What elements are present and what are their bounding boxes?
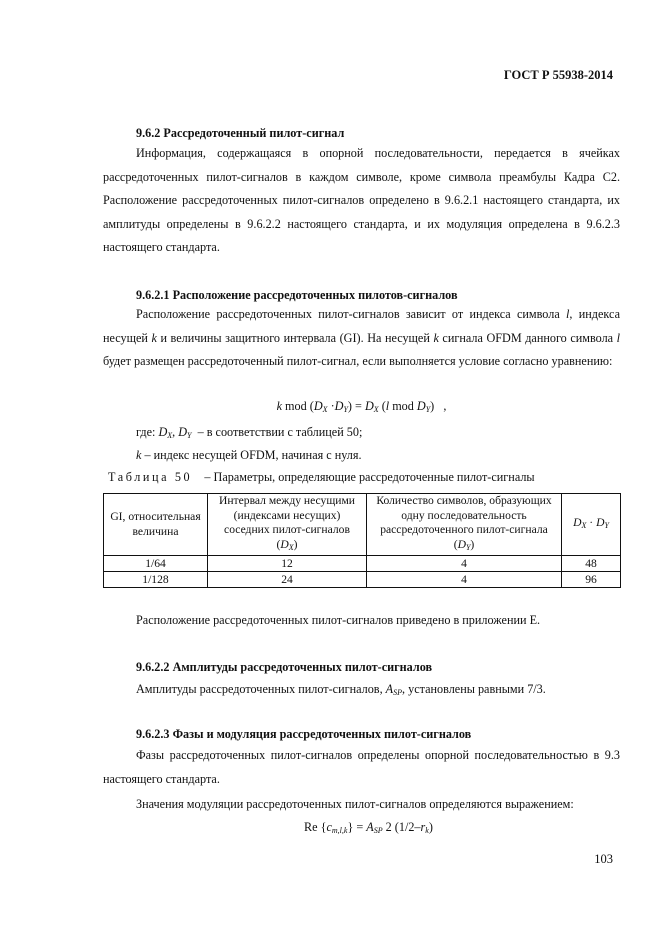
where-line: где: $D_X$, $D_Y$ – в соответствии с таблицей 50; bbox=[136, 425, 363, 440]
paragraph-9-6-2-2: Амплитуды рассредоточенных пилот-сигналов, $A_{SP}$, установлены равными 7/3. bbox=[136, 682, 546, 697]
heading-9-6-2: 9.6.2 Рассредоточенный пилот-сигнал bbox=[136, 126, 345, 140]
table-cell-dx: 24 bbox=[208, 572, 367, 588]
document-id: ГОСТ Р 55938-2014 bbox=[503, 68, 613, 82]
table-cell-dy: 4 bbox=[367, 556, 562, 572]
table-cell-product: 48 bbox=[562, 556, 621, 572]
paragraph-9-6-2-1: Расположение рассредоточенных пилот-сигналов зависит от индекса символа l, индекса несущей k и величины защитного интервала (GI). На несущей k сигнала OFDM данного символа l будет размещен рассредоточенный пилот-сигнал, если выполняется условие согласно уравнению: bbox=[103, 307, 621, 369]
table-row bbox=[104, 572, 621, 588]
location-note: Расположение рассредоточенных пилот-сигналов приведено в приложении Е. bbox=[136, 613, 541, 627]
table-header-dy: Количество символов, образующих одну последовательность рассредоточенного пилот-сигнала $(D_Y)$ bbox=[367, 494, 562, 556]
table-cell-dx: 12 bbox=[208, 556, 367, 572]
table-cell-dy: 4 bbox=[367, 572, 562, 588]
heading-9-6-2-1: 9.6.2.1 Расположение рассредоточенных пилотов-сигналов bbox=[136, 288, 458, 302]
paragraph-9-6-2: Информация, содержащаяся в опорной последовательности, передается в ячейках рассредоточенных пилот-сигналов в каждом символе, кроме символа преамбулы Кадра С2. Расположение рассредоточенных пилот-сигналов определено в 9.6.2.1 настоящего стандарта, их амплитуды определены в 9.6.2.2 настоящего стандарта, и их модуляция определена в 9.6.2.3 настоящего стандарта. bbox=[103, 146, 620, 255]
table-cell-product: 96 bbox=[562, 572, 621, 588]
equation-modulation: Re $\{c_{m,l,k}\} = A_{SP}$ 2 $(1/2-r_k)$ bbox=[304, 820, 433, 835]
heading-9-6-2-3: 9.6.2.3 Фазы и модуляция рассредоточенных пилот-сигналов bbox=[136, 727, 472, 741]
table-50 bbox=[103, 493, 621, 588]
heading-9-6-2-2: 9.6.2.2 Амплитуды рассредоточенных пилот-сигналов bbox=[136, 660, 433, 674]
paragraph-9-6-2-3-modulation: Значения модуляции рассредоточенных пилот-сигналов определяются выражением: bbox=[136, 797, 574, 811]
table-50-caption: Таблица 50 – Параметры, определяющие рассредоточенные пилот-сигналы bbox=[108, 470, 535, 484]
table-header-row bbox=[104, 494, 621, 556]
table-cell-gi: 1/128 bbox=[104, 572, 208, 588]
table-header-product: $D_X \cdot D_Y$ bbox=[562, 494, 621, 556]
page-number: 103 bbox=[594, 852, 613, 866]
table-header-gi: GI, относительная величина bbox=[104, 494, 208, 556]
equation-location: k mod $(D_X \cdot D_Y) = D_X$ (l mod $D_Y$) , bbox=[276, 399, 447, 414]
table-row bbox=[104, 556, 621, 572]
table-cell-gi: 1/64 bbox=[104, 556, 208, 572]
paragraph-9-6-2-3-phases: Фазы рассредоточенных пилот-сигналов определены опорной последовательностью в 9.3 настоящего стандарта. bbox=[103, 748, 620, 786]
table-header-dx: Интервал между несущими (индексами несущих) соседних пилот-сигналов $(D_X)$ bbox=[208, 494, 367, 556]
k-definition-line: k – индекс несущей OFDM, начиная с нуля. bbox=[136, 448, 362, 462]
